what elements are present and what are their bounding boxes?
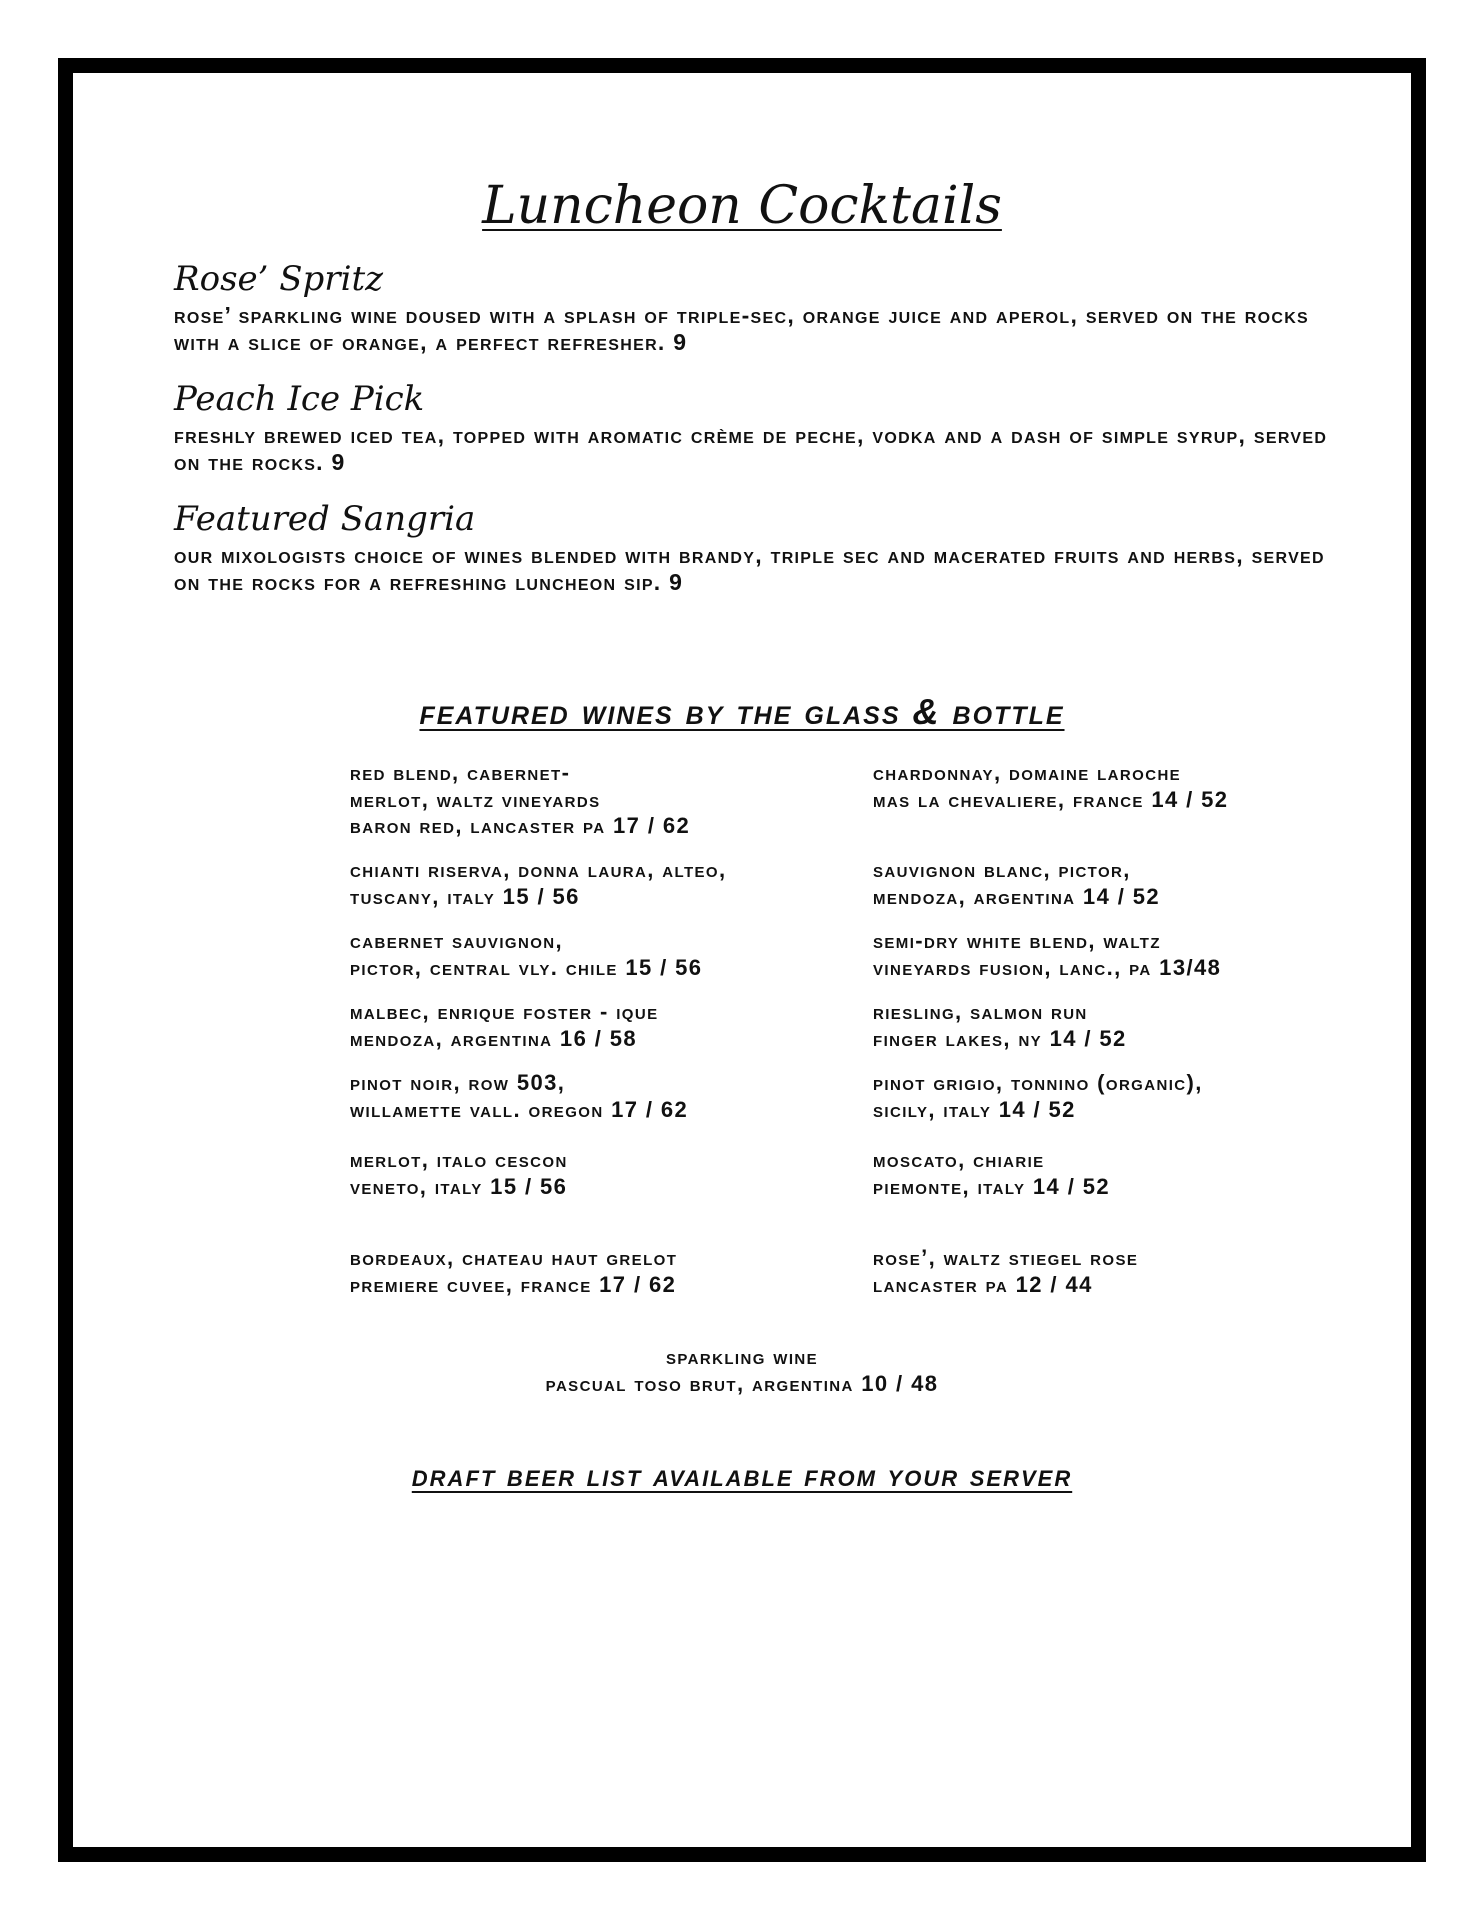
cocktail-item — [174, 378, 1334, 476]
cocktail-item — [174, 498, 1334, 596]
draft-beer-note — [0, 1456, 1484, 1496]
cocktail-description: rose’ sparkling wine doused with a splash of triple-sec, orange juice and aperol, served on the rocks with a slice of orange, a perfect refresher. 9 — [174, 302, 1310, 355]
wine-item: rose’, waltz stiegel rose lancaster pa 12 / 44 — [873, 1245, 1139, 1297]
wine-item: malbec, enrique foster - ique mendoza, argentina 16 / 58 — [350, 999, 659, 1051]
wine-item: pinot grigio, tonnino (organic), sicily, italy 14 / 52 — [873, 1070, 1203, 1122]
wine-item: sauvignon blanc, pictor, mendoza, argentina 14 / 52 — [873, 857, 1161, 909]
cocktail-name: Peach Ice Pick — [174, 379, 425, 419]
menu-title — [0, 176, 1484, 236]
wine-item: red blend, cabernet- merlot, waltz vineyards baron red, lancaster pa 17 / 62 — [350, 760, 691, 838]
cocktail-name: Rose’ Spritz — [174, 259, 384, 299]
sparkling-wine-section — [0, 1344, 1484, 1397]
wine-item: semi-dry white blend, waltz vineyards fusion, lanc., pa 13/48 — [873, 928, 1222, 980]
cocktail-description: our mixologists choice of wines blended with brandy, triple sec and macerated fruits and herbs, served on the rocks for a refreshing luncheon sip. 9 — [174, 542, 1325, 595]
wines-heading-text: featured wines by the glass & bottle — [419, 691, 1065, 732]
sparkling-heading: sparkling wine — [665, 1344, 819, 1369]
cocktail-description: freshly brewed iced tea, topped with aromatic crème de peche, vodka and a dash of simple syrup, served on the rocks. 9 — [174, 422, 1328, 475]
wine-item: cabernet sauvignon, pictor, central vly. chile 15 / 56 — [350, 928, 703, 980]
wine-item: chardonnay, domaine laroche mas la chevaliere, france 14 / 52 — [873, 760, 1229, 812]
cocktail-name: Featured Sangria — [174, 499, 476, 539]
menu-title-text: Luncheon Cocktails — [482, 176, 1002, 236]
draft-beer-note-text: draft beer list available from your server — [411, 1458, 1073, 1493]
cocktail-item — [174, 258, 1334, 356]
wine-item: chianti riserva, donna laura, alteo, tuscany, italy 15 / 56 — [350, 857, 727, 909]
wine-item: merlot, italo cescon veneto, italy 15 / 56 — [350, 1147, 568, 1199]
wine-item: moscato, chiarie piemonte, italy 14 / 52 — [873, 1147, 1110, 1199]
wine-item: bordeaux, chateau haut grelot premiere cuvee, france 17 / 62 — [350, 1245, 678, 1297]
wines-heading — [0, 690, 1484, 734]
sparkling-item: pascual toso brut, argentina 10 / 48 — [545, 1370, 939, 1396]
wine-item: riesling, salmon run finger lakes, ny 14 / 52 — [873, 999, 1127, 1051]
wine-item: pinot noir, row 503, willamette vall. oregon 17 / 62 — [350, 1070, 689, 1122]
